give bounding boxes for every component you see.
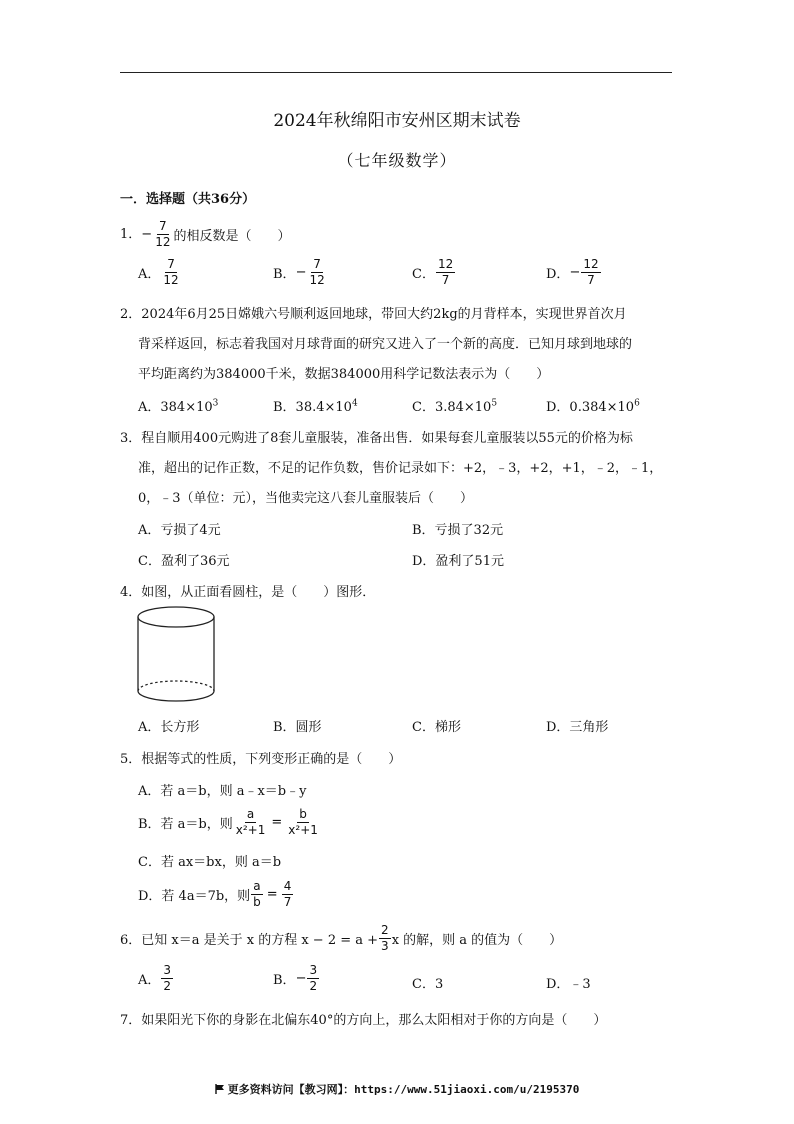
q3-line-1: 3．程自顺用400元购进了8套儿童服装，准备出售．如果每套儿童服装以55元的价格为标 — [120, 431, 633, 446]
q1-option-a: A． $\frac{7}{12}$ — [138, 257, 179, 287]
q6-option-c: C．3 — [412, 977, 444, 992]
q3-option-a: A．亏损了4元 — [138, 523, 221, 538]
q1-option-b: B．− $\frac{7}{12}$ — [273, 257, 325, 287]
q5-option-c: C．若 ax＝bx，则 a＝b — [138, 855, 282, 870]
q3-line-3: 0，﹣3（单位：元），当他卖完这八套儿童服装后（ ） — [138, 491, 474, 506]
header-rule — [120, 72, 672, 73]
q2-option-b: B．$38.4\times 10^4$ — [273, 398, 358, 415]
q5-option-b: B．若 a＝b，则 $\frac{a}{\text{x²+1}}$ = $\frac{b}{\text{x²+1}}$ — [138, 807, 318, 837]
q5-stem: 5．根据等式的性质，下列变形正确的是（ ） — [120, 752, 402, 767]
q4-stem: 4．如图，从正面看圆柱，是（ ）图形． — [120, 585, 376, 600]
q2-line-1: 2．2024年6月25日嫦娥六号顺利返回地球，带回大约2kg的月背样本，实现世界首次月 — [120, 307, 627, 322]
q3-line-2: 准，超出的记作正数，不足的记作负数，售价记录如下：+2，﹣3，+2，+1，﹣2，﹣1， — [138, 461, 663, 476]
q2-option-d: D．$0.384\times 10^6$ — [546, 398, 640, 415]
q1-option-d: D．− $\frac{12}{7}$ — [546, 257, 599, 287]
section-heading: 一．选择题（共36分） — [120, 192, 256, 207]
q4-option-b: B．圆形 — [273, 720, 322, 735]
q6-stem: 6．已知 x＝a 是关于 x 的方程 x − 2 = a + $\frac{2}{3}$ x 的解，则 a 的值为（ ） — [120, 923, 563, 953]
q6-option-d: D．﹣3 — [546, 977, 591, 992]
q2-line-2: 背采样返回，标志着我国对月球背面的研究又进入了一个新的高度．已知月球到地球的 — [138, 337, 633, 352]
q3-option-c: C．盈利了36元 — [138, 554, 230, 569]
q5-option-d: D．若 4a＝7b，则 $\frac{a}{b}$ = $\frac{4}{7}$ — [138, 879, 292, 909]
flag-icon — [215, 1084, 225, 1094]
footer-link[interactable]: 更多资料访问【教习网】：https://www.51jiaoxi.com/u/2195370 — [0, 1081, 794, 1097]
q4-option-a: A．长方形 — [138, 720, 200, 735]
q3-option-b: B．亏损了32元 — [412, 523, 504, 538]
question-1: 1．− $\frac{7}{12}$ 的相反数是（ ） — [120, 219, 291, 249]
q7-stem: 7．如果阳光下你的身影在北偏东40°的方向上，那么太阳相对于你的方向是（ ） — [120, 1013, 607, 1028]
q4-option-c: C．梯形 — [412, 720, 461, 735]
q3-option-d: D．盈利了51元 — [412, 554, 504, 569]
cylinder-figure — [134, 603, 220, 707]
document-subtitle: （七年级数学） — [337, 151, 457, 170]
q2-line-3: 平均距离约为384000千米，数据384000用科学记数法表示为（ ） — [138, 367, 550, 382]
q5-option-a: A．若 a＝b，则 a﹣x＝b﹣y — [138, 784, 307, 799]
q4-option-d: D．三角形 — [546, 720, 609, 735]
document-title: 2024年秋绵阳市安州区期末试卷 — [273, 111, 521, 131]
q2-option-a: A．$384\times 10^3$ — [138, 398, 219, 415]
q2-option-c: C．$3.84\times 10^5$ — [412, 398, 498, 415]
q1-option-c: C． $\frac{12}{7}$ — [412, 257, 454, 287]
q6-option-b: B．− $\frac{3}{2}$ — [273, 963, 318, 993]
q6-option-a: A． $\frac{3}{2}$ — [138, 963, 172, 993]
